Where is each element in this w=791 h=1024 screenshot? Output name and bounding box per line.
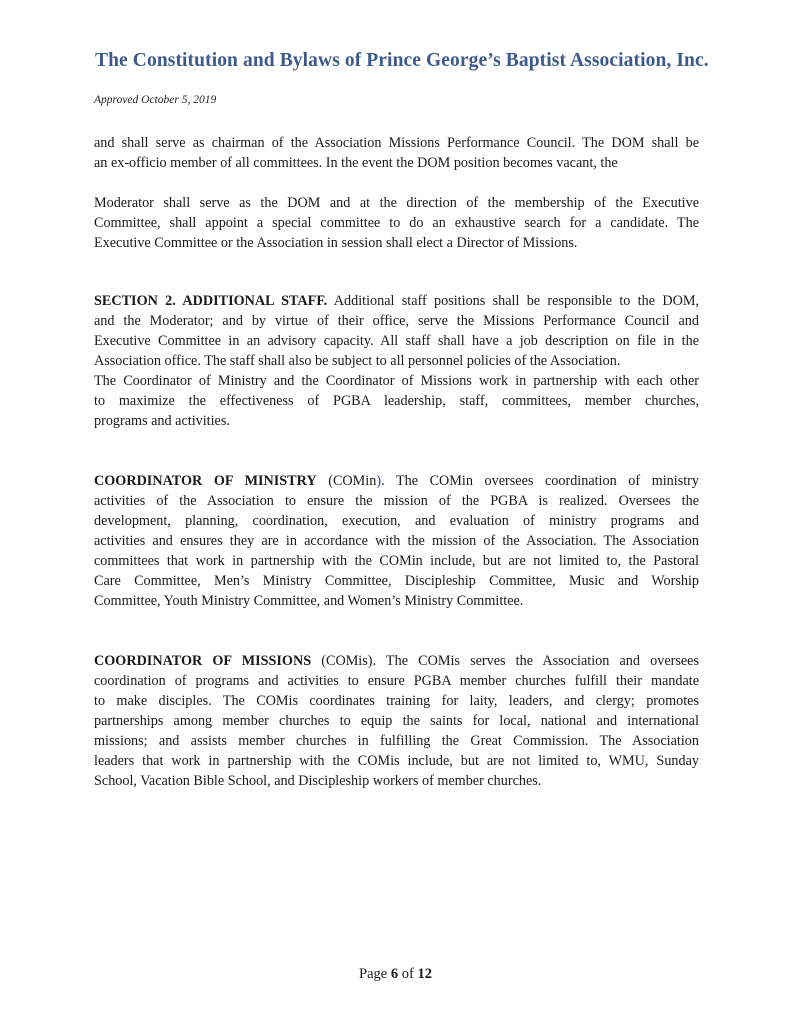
text-line: Executive Committee in an advisory capacity. All staff shall have a job description on file in the xyxy=(94,333,699,349)
text-line: to make disciples. The COMis coordinates training for laity, leaders, and clergy; promotes xyxy=(94,693,699,709)
text-line: activities and ensures they are in accordance with the mission of the Association. The Association xyxy=(94,533,699,549)
text-line: and shall serve as chairman of the Association Missions Performance Council. The DOM shall be xyxy=(94,135,699,151)
text-line: partnerships among member churches to equip the saints for local, national and international xyxy=(94,713,699,729)
text-run: committees xyxy=(94,553,160,569)
page-label: Page xyxy=(359,966,391,982)
text-line: missions; and assists member churches in fulfilling the Great Commission. The Association xyxy=(94,733,699,749)
text-line: and the Moderator; and by virtue of their office, serve the Missions Performance Council and xyxy=(94,313,699,329)
text-run: Additional staff positions shall be responsible to the DOM, xyxy=(327,293,699,309)
current-page-number: 6 xyxy=(390,966,399,982)
text-run: (COMis). The COMis serves the Association and oversees xyxy=(311,653,699,669)
section-heading: SECTION 2. ADDITIONAL STAFF. xyxy=(94,293,328,309)
text-line: The Coordinator of Ministry and the Coordinator of Missions work in partnership with each other xyxy=(94,373,699,389)
text-line xyxy=(94,471,699,491)
of-label: of xyxy=(398,966,418,982)
text-line: Committee, shall appoint a special committee to do an exhaustive search for a candidate. The xyxy=(94,215,699,231)
text-line: School, Vacation Bible School, and Discipleship workers of member churches. xyxy=(94,773,542,789)
approval-date: Approved October 5, 2019 xyxy=(94,94,217,106)
text-run: (COMin xyxy=(316,473,377,489)
section-2-additional-staff xyxy=(94,291,699,431)
text-line: Association office. The staff shall also be subject to all personnel policies of the Association. xyxy=(94,353,621,369)
text-line: coordination of programs and activities to ensure PGBA member churches fulfill their mandate xyxy=(94,673,699,689)
paragraph-dom-chairman xyxy=(94,133,699,173)
text-line: programs and activities. xyxy=(94,413,230,429)
text-line: Care Committee, Men’s Ministry Committee, Discipleship Committee, Music and Worship xyxy=(94,573,699,589)
section-coordinator-of-ministry xyxy=(94,471,699,611)
text-line: an ex-officio member of all committees. In the event the DOM position becomes vacant, the xyxy=(94,155,618,171)
text-line: activities of the Association to ensure the mission of the PGBA is realized. Oversees the xyxy=(94,493,699,509)
text-line: Committee, Youth Ministry Committee, and Women’s Ministry Committee. xyxy=(94,593,524,609)
section-coordinator-of-missions xyxy=(94,651,699,791)
text-run: . The COMin oversees coordination of ministry xyxy=(381,473,699,489)
document-title: The Constitution and Bylaws of Prince George’s Baptist Association, Inc. xyxy=(95,50,709,71)
text-line: to maximize the effectiveness of PGBA leadership, staff, committees, member churches, xyxy=(94,393,699,409)
section-heading: COORDINATOR OF MISSIONS xyxy=(94,653,312,669)
section-heading: COORDINATOR OF MINISTRY xyxy=(94,473,317,489)
paragraph-dom-vacancy xyxy=(94,193,699,253)
text-line xyxy=(94,551,699,571)
total-pages: 12 xyxy=(417,966,432,982)
text-line xyxy=(94,291,699,311)
text-line: leaders that work in partnership with the COMis include, but are not limited to, WMU, Sunday xyxy=(94,753,699,769)
page-number-footer xyxy=(0,966,791,983)
text-line: Moderator shall serve as the DOM and at the direction of the membership of the Executive xyxy=(94,195,699,211)
text-run: that work in partnership with the COMin include, but are not limited to, the Pastoral xyxy=(159,553,699,569)
text-line: development, planning, coordination, execution, and evaluation of ministry programs and xyxy=(94,513,699,529)
text-run: ) xyxy=(376,473,382,489)
text-line xyxy=(94,651,699,671)
text-line: Executive Committee or the Association in session shall elect a Director of Missions. xyxy=(94,235,578,251)
